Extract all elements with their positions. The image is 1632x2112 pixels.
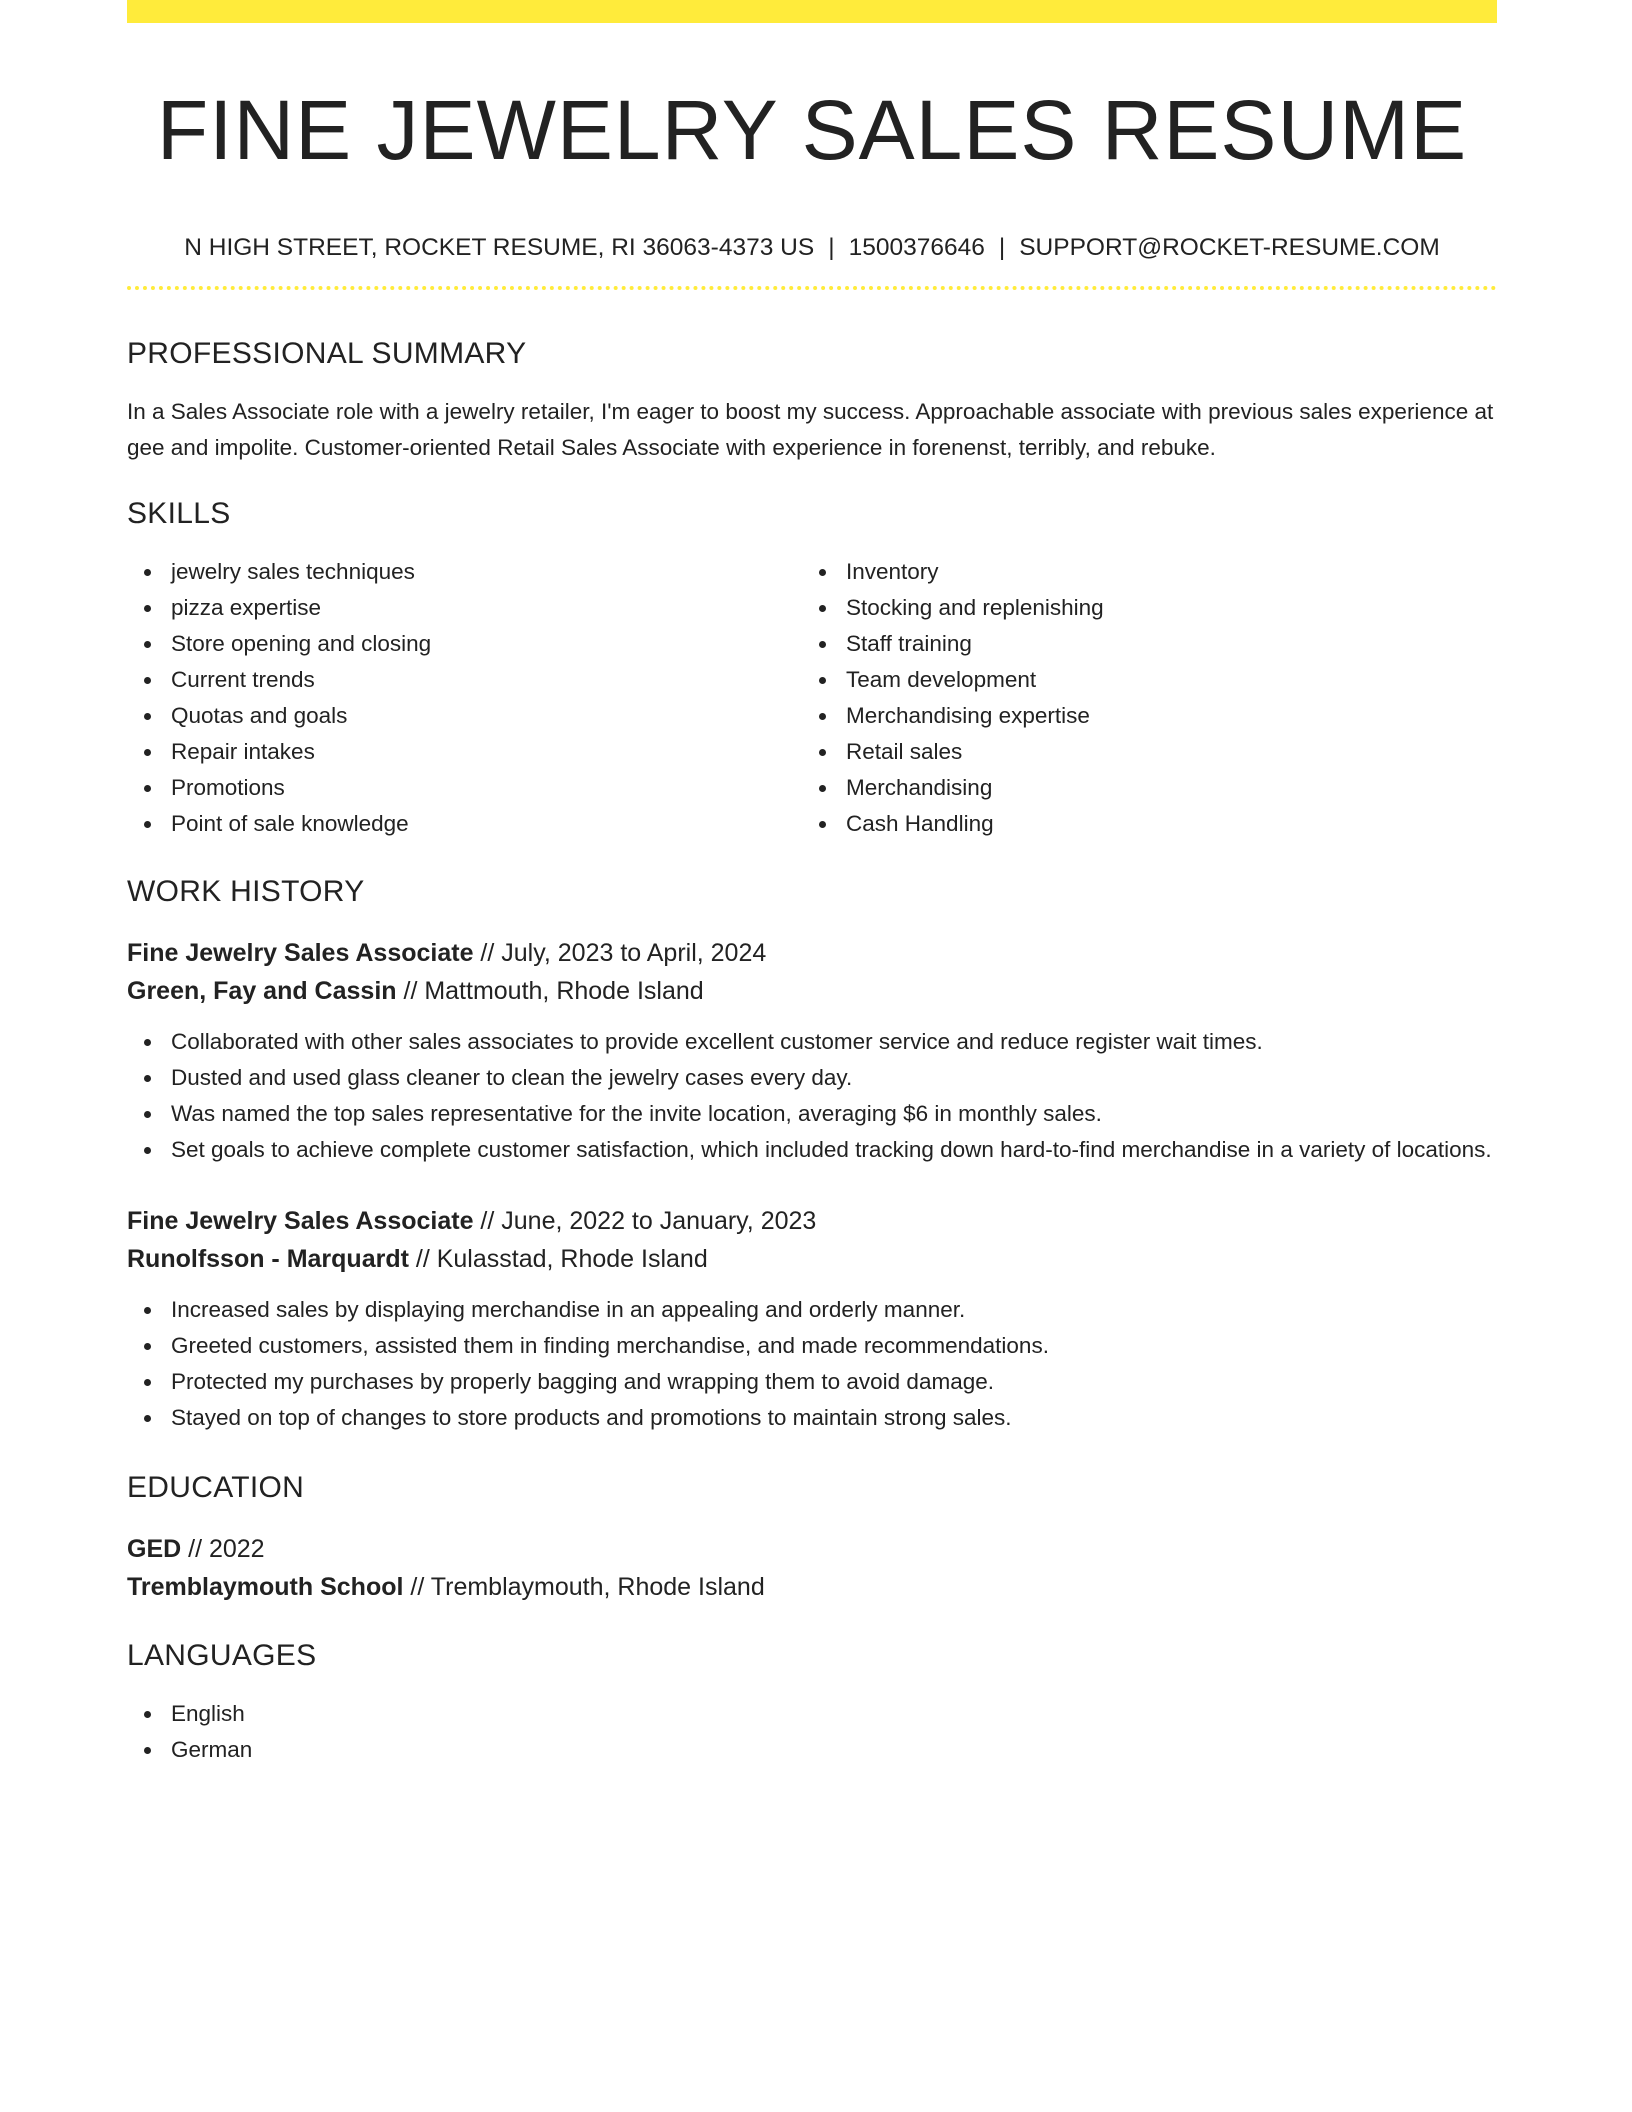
languages-heading: LANGUAGES (127, 1639, 317, 1672)
contact-email: SUPPORT@ROCKET-RESUME.COM (1019, 234, 1440, 261)
resume-content (127, 23, 1497, 1768)
job-entry (127, 934, 1497, 1168)
education-degree-line (127, 1530, 1497, 1568)
job-bullet: Was named the top sales representative for the invite location, averaging $6 in monthly sales. (127, 1096, 1497, 1132)
education-year: // 2022 (181, 1535, 265, 1563)
top-accent-bar (127, 0, 1497, 23)
skill-item: Team development (802, 662, 1477, 698)
languages-list (127, 1696, 1497, 1768)
job-bullet: Greeted customers, assisted them in finding merchandise, and made recommendations. (127, 1328, 1497, 1364)
skill-item: Staff training (802, 626, 1477, 662)
summary-text: In a Sales Associate role with a jewelry retailer, I'm eager to boost my success. Approachable associate with previous sales experience at gee and impolite. Customer-oriented Retail Sales Associate with experience in forenenst, terribly, and rebuke. (127, 399, 1494, 460)
job-bullets (127, 1024, 1497, 1168)
resume-title: FINE JEWELRY SALES RESUME (156, 83, 1468, 177)
job-bullet: Stayed on top of changes to store products and promotions to maintain strong sales. (127, 1400, 1497, 1436)
skill-item: pizza expertise (127, 590, 802, 626)
skills-list-left (127, 554, 802, 842)
education-degree: GED (127, 1535, 182, 1563)
job-role: Fine Jewelry Sales Associate (127, 939, 474, 967)
job-bullet: Dusted and used glass cleaner to clean the jewelry cases every day. (127, 1060, 1497, 1096)
work-history-heading: WORK HISTORY (127, 875, 365, 908)
job-company-line (127, 1240, 1497, 1278)
contact-separator: | (998, 234, 1006, 261)
skills-list-right (802, 554, 1477, 842)
job-bullet: Increased sales by displaying merchandise in an appealing and orderly manner. (127, 1292, 1497, 1328)
education-school-line (127, 1568, 1497, 1606)
job-role-line (127, 1202, 1497, 1240)
education-heading: EDUCATION (127, 1471, 305, 1504)
job-bullets (127, 1292, 1497, 1436)
skills-heading: SKILLS (127, 497, 231, 530)
skill-item: Retail sales (802, 734, 1477, 770)
job-bullet: Collaborated with other sales associates to provide excellent customer service and reduce register wait times. (127, 1024, 1497, 1060)
skill-item: Quotas and goals (127, 698, 802, 734)
job-location: // Kulasstad, Rhode Island (408, 1245, 708, 1273)
education-location: // Tremblaymouth, Rhode Island (403, 1573, 765, 1601)
skill-item: Stocking and replenishing (802, 590, 1477, 626)
job-company: Runolfsson - Marquardt (127, 1245, 409, 1273)
language-item: German (127, 1732, 1497, 1768)
skill-item: Promotions (127, 770, 802, 806)
contact-phone: 1500376646 (848, 234, 985, 261)
summary-heading: PROFESSIONAL SUMMARY (127, 337, 527, 370)
skill-item: Current trends (127, 662, 802, 698)
skill-item: Repair intakes (127, 734, 802, 770)
job-dates: // June, 2022 to January, 2023 (473, 1207, 817, 1235)
job-bullet: Set goals to achieve complete customer satisfaction, which included tracking down hard-to-find merchandise in a variety of locations. (127, 1132, 1497, 1168)
contact-address: N HIGH STREET, ROCKET RESUME, RI 36063-4373 US (184, 234, 815, 261)
job-company: Green, Fay and Cassin (127, 977, 397, 1005)
skill-item: Store opening and closing (127, 626, 802, 662)
skill-item: Cash Handling (802, 806, 1477, 842)
job-role-line (127, 934, 1497, 972)
education-school: Tremblaymouth School (127, 1573, 404, 1601)
header-divider (127, 286, 1497, 290)
job-company-line (127, 972, 1497, 1010)
skill-item: Merchandising expertise (802, 698, 1477, 734)
language-item: English (127, 1696, 1497, 1732)
job-role: Fine Jewelry Sales Associate (127, 1207, 474, 1235)
skill-item: Merchandising (802, 770, 1477, 806)
skill-item: Inventory (802, 554, 1477, 590)
contact-line (127, 232, 1497, 264)
job-dates: // July, 2023 to April, 2024 (473, 939, 767, 967)
job-entry (127, 1202, 1497, 1436)
skill-item: jewelry sales techniques (127, 554, 802, 590)
contact-separator: | (828, 234, 835, 261)
skill-item: Point of sale knowledge (127, 806, 802, 842)
job-bullet: Protected my purchases by properly bagging and wrapping them to avoid damage. (127, 1364, 1497, 1400)
skills-columns (127, 554, 1497, 842)
job-location: // Mattmouth, Rhode Island (396, 977, 704, 1005)
